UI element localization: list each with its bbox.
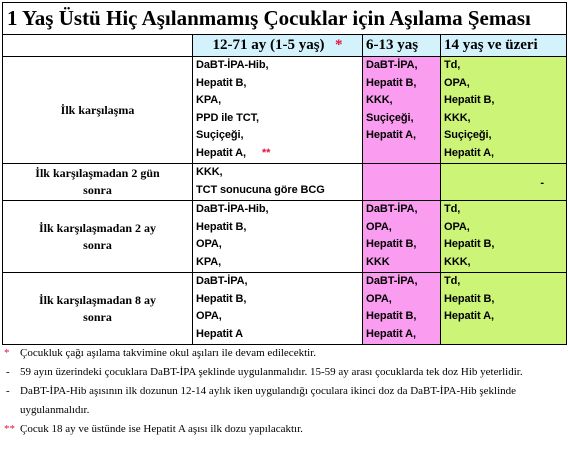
vaccines-14-plus-years — [441, 273, 567, 345]
footnote-text: 59 ayın üzerindeki çocuklara DaBT-İPA şeklinde uygulanmalıdır. 15-59 ay arası çocuklarda tek doz Hib yeterlidir. — [20, 366, 523, 378]
vaccine-item: Hepatit A, — [444, 310, 494, 323]
vaccine-item: TCT sonucuna göre BCG — [196, 183, 325, 196]
vaccine-item: KPA, — [196, 94, 222, 107]
vaccination-schedule-table — [2, 2, 567, 345]
vaccines-6-13-years — [363, 57, 441, 164]
vaccine-item: Hepatit B, — [366, 238, 417, 251]
table-row — [3, 273, 567, 345]
vaccine-item: Hepatit B, — [196, 76, 247, 89]
vaccines-6-13-years — [363, 201, 441, 273]
table-title: 1 Yaş Üstü Hiç Aşılanmamış Çocuklar için Aşılama Şeması — [3, 3, 567, 35]
vaccine-item: Hepatit A, — [444, 146, 494, 159]
vaccines-12-71-months — [193, 201, 363, 273]
vaccine-item: KKK, — [196, 166, 223, 178]
header-label: 14 yaş ve üzeri — [444, 37, 538, 53]
vaccines-12-71-months — [193, 164, 363, 201]
vaccine-item: PPD ile TCT, — [196, 111, 259, 124]
vaccine-item: Hepatit B, — [196, 220, 247, 233]
row-label-line: İlk karşılaşma — [60, 102, 135, 117]
vaccine-item: Hepatit B, — [366, 310, 417, 323]
footnote — [2, 363, 568, 382]
vaccine-item: OPA, — [196, 310, 222, 323]
row-label — [3, 201, 193, 273]
vaccines-14-plus-years — [441, 57, 567, 164]
row-label — [3, 273, 193, 345]
header-12-71-months — [193, 35, 363, 57]
row-label-line: İlk karşılaşmadan 2 ay — [38, 220, 157, 235]
footnote-text: Çocuk 18 ay ve üstünde ise Hepatit A aşısı ilk dozu yapılacaktır. — [20, 423, 303, 435]
vaccine-item: Hepatit A, — [366, 129, 416, 142]
vaccines-14-plus-years — [441, 164, 567, 201]
vaccine-item: Suçiçeği, — [196, 129, 244, 142]
footnotes — [2, 344, 568, 439]
vaccine-item: Hepatit B, — [444, 292, 495, 305]
row-label-line: sonra — [83, 309, 112, 324]
vaccine-item: OPA, — [196, 238, 222, 251]
vaccine-item: Hepatit B, — [444, 94, 495, 107]
vaccines-6-13-years — [363, 273, 441, 345]
vaccine-item: DaBT-İPA, — [196, 275, 248, 287]
row-label-line: sonra — [83, 237, 112, 252]
footnote-continuation — [2, 401, 568, 420]
vaccine-item: KKK, — [444, 255, 471, 268]
vaccine-item: OPA, — [366, 292, 392, 305]
row-label — [3, 164, 193, 201]
vaccine-item: DaBT-İPA, — [366, 59, 418, 71]
vaccines-14-plus-years — [441, 201, 567, 273]
vaccine-item: Hepatit B, — [366, 76, 417, 89]
footnote-text: uygulanmalıdır. — [20, 404, 90, 416]
table-row — [3, 57, 567, 164]
row-label-line: İlk karşılaşmadan 8 ay — [38, 292, 157, 307]
vaccines-12-71-months — [193, 57, 363, 164]
vaccine-item: Hepatit A, — [366, 327, 416, 340]
header-marker: * — [335, 37, 343, 53]
footnote-marker: - — [6, 385, 10, 397]
footnote-marker: ** — [261, 146, 271, 159]
vaccine-item: Hepatit A, — [196, 146, 246, 159]
empty-dash: - — [540, 177, 545, 189]
header-6-13-years — [363, 35, 441, 57]
table-row — [3, 201, 567, 273]
vaccine-item: Td, — [444, 59, 461, 71]
vaccine-item: DaBT-İPA-Hib, — [196, 59, 269, 71]
vaccines-6-13-years — [363, 164, 441, 201]
vaccine-item: Suçiçeği, — [366, 111, 414, 124]
vaccine-item: OPA, — [444, 76, 470, 89]
vaccine-item: Hepatit B, — [196, 292, 247, 305]
header-label: 12-71 ay (1-5 yaş) — [212, 37, 325, 53]
vaccine-item: Hepatit A — [196, 327, 243, 340]
vaccine-item: Hepatit B, — [444, 238, 495, 251]
vaccine-item: OPA, — [366, 220, 392, 233]
table-row — [3, 164, 567, 201]
vaccine-item: OPA, — [444, 220, 470, 233]
schedule-container — [2, 2, 566, 345]
footnote-text: Çocukluk çağı aşılama takvimine okul aşıları ile devam edilecektir. — [20, 347, 316, 359]
vaccine-item: DaBT-İPA, — [366, 275, 418, 287]
vaccine-item-with-marker — [196, 145, 359, 163]
vaccine-item: KKK — [366, 255, 390, 268]
header-empty-cell — [3, 35, 193, 57]
row-label-line: İlk karşılaşmadan 2 gün — [35, 166, 160, 180]
header-label: 6-13 yaş — [366, 37, 419, 53]
footnote — [2, 344, 568, 363]
header-14-plus-years — [441, 35, 567, 57]
vaccines-12-71-months — [193, 273, 363, 345]
footnote-marker: ** — [4, 423, 15, 435]
vaccine-item: DaBT-İPA-Hib, — [196, 203, 269, 215]
vaccine-item: Td, — [444, 203, 461, 215]
footnote-marker: - — [6, 366, 10, 378]
row-label — [3, 57, 193, 164]
footnote — [2, 382, 568, 401]
footnote — [2, 420, 568, 439]
footnote-marker: * — [4, 347, 10, 359]
vaccine-item: KKK, — [444, 111, 471, 124]
vaccine-item: DaBT-İPA, — [366, 203, 418, 215]
vaccine-item: KKK, — [366, 94, 393, 107]
vaccine-item: Td, — [444, 275, 461, 287]
row-label-line: sonra — [83, 183, 112, 197]
vaccine-item: Suçiçeği, — [444, 129, 492, 142]
footnote-text: DaBT-İPA-Hib aşısının ilk dozunun 12-14 aylık iken uygulandığı çoculara ikinci doz da DaBT-İPA-Hib şeklinde — [20, 385, 517, 397]
vaccine-item: KPA, — [196, 255, 222, 268]
